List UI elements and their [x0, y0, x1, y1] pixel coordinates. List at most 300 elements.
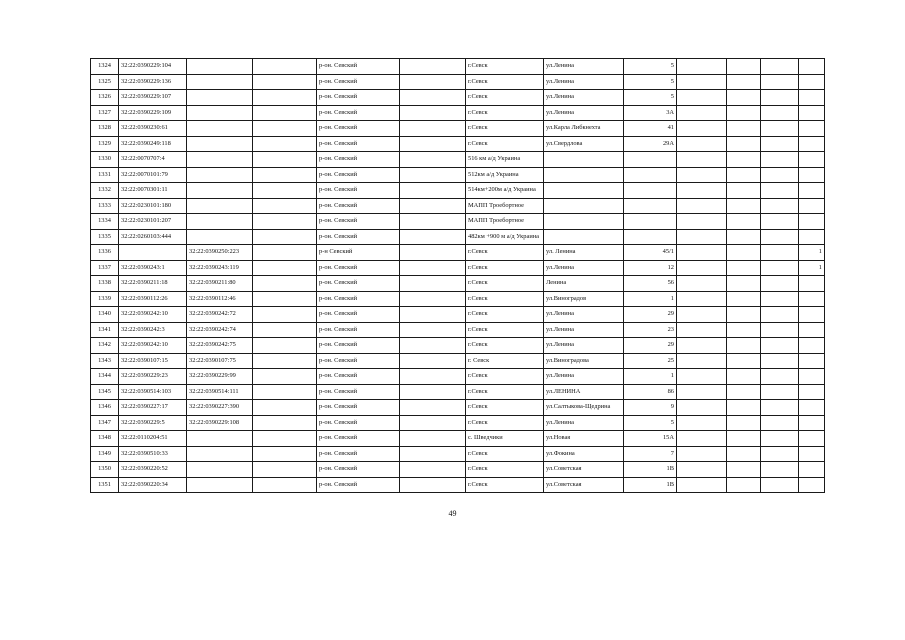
cell-col-13: 1	[799, 245, 825, 261]
cell-street: ул.Салтыкова-Щедрина	[544, 400, 624, 416]
cell-new-cadastral-number: 32:22:0390227:390	[187, 400, 253, 416]
cell-street	[544, 152, 624, 168]
cell-locality: г.Севск	[466, 369, 544, 385]
cell-new-cadastral-number	[187, 59, 253, 75]
cell-street: ул.Фокина	[544, 446, 624, 462]
table-row	[91, 384, 825, 400]
cell-col-12	[761, 198, 799, 214]
cell-col-13	[799, 136, 825, 152]
cell-locality: г.Севск	[466, 462, 544, 478]
table-row	[91, 338, 825, 354]
cell-street	[544, 183, 624, 199]
cell-col-4	[253, 307, 317, 323]
cell-col-4	[253, 74, 317, 90]
cell-house-number	[624, 167, 677, 183]
cell-col-4	[253, 276, 317, 292]
cell-row-number: 1341	[91, 322, 119, 338]
cell-house-number: 5	[624, 415, 677, 431]
cell-district: р-он. Севский	[317, 338, 400, 354]
cell-street: ул. Ленина	[544, 245, 624, 261]
cell-new-cadastral-number	[187, 214, 253, 230]
cell-cadastral-number: 32:22:0390227:17	[119, 400, 187, 416]
cell-cadastral-number: 32:22:0110204:51	[119, 431, 187, 447]
cell-row-number: 1343	[91, 353, 119, 369]
cell-col-12	[761, 307, 799, 323]
cell-row-number: 1337	[91, 260, 119, 276]
cell-street	[544, 229, 624, 245]
cell-cadastral-number: 32:22:0070301:11	[119, 183, 187, 199]
cell-street: ул.Ленина	[544, 105, 624, 121]
cell-col-6	[400, 369, 466, 385]
cell-row-number: 1348	[91, 431, 119, 447]
cell-district: р-он. Севский	[317, 431, 400, 447]
cell-row-number: 1324	[91, 59, 119, 75]
cell-col-13	[799, 167, 825, 183]
cell-col-6	[400, 245, 466, 261]
cell-col-10	[677, 307, 727, 323]
cell-col-13	[799, 338, 825, 354]
cell-locality: 514км+200м а/д Украина	[466, 183, 544, 199]
cell-col-12	[761, 260, 799, 276]
cell-col-12	[761, 415, 799, 431]
cell-street: ул.Ленина	[544, 415, 624, 431]
cell-col-4	[253, 183, 317, 199]
cell-col-13	[799, 198, 825, 214]
cell-col-4	[253, 90, 317, 106]
cell-col-10	[677, 353, 727, 369]
cell-house-number	[624, 183, 677, 199]
cell-house-number: 1В	[624, 477, 677, 493]
cell-house-number: 56	[624, 276, 677, 292]
cell-col-13	[799, 121, 825, 137]
cell-street: ул.Карла Либкнехта	[544, 121, 624, 137]
cell-col-13	[799, 276, 825, 292]
table-row	[91, 136, 825, 152]
cell-new-cadastral-number	[187, 183, 253, 199]
cell-new-cadastral-number	[187, 121, 253, 137]
cell-cadastral-number: 32:22:0390211:18	[119, 276, 187, 292]
cell-col-12	[761, 229, 799, 245]
cell-district: р-он. Севский	[317, 59, 400, 75]
cell-new-cadastral-number	[187, 198, 253, 214]
cell-district: р-он. Севский	[317, 183, 400, 199]
cell-col-13	[799, 353, 825, 369]
cell-col-13	[799, 152, 825, 168]
cell-cadastral-number: 32:22:0390229:104	[119, 59, 187, 75]
cell-col-11	[727, 214, 761, 230]
cell-cadastral-number: 32:22:0390229:109	[119, 105, 187, 121]
cell-new-cadastral-number: 32:22:0390211:80	[187, 276, 253, 292]
cell-row-number: 1330	[91, 152, 119, 168]
table-row	[91, 353, 825, 369]
cell-col-6	[400, 400, 466, 416]
cell-new-cadastral-number: 32:22:0390242:74	[187, 322, 253, 338]
cell-row-number: 1329	[91, 136, 119, 152]
cell-locality: г.Севск	[466, 74, 544, 90]
cell-street: ул.Ленина	[544, 260, 624, 276]
cell-col-13	[799, 446, 825, 462]
cell-locality: г.Севск	[466, 90, 544, 106]
cell-col-10	[677, 462, 727, 478]
cell-district: р-он. Севский	[317, 322, 400, 338]
cell-col-12	[761, 74, 799, 90]
cell-col-10	[677, 121, 727, 137]
cell-street: ул.Ленина	[544, 90, 624, 106]
cell-col-6	[400, 415, 466, 431]
cell-col-11	[727, 322, 761, 338]
cell-house-number: 5	[624, 59, 677, 75]
cell-district: р-он. Севский	[317, 415, 400, 431]
cell-col-13	[799, 59, 825, 75]
cell-col-13	[799, 431, 825, 447]
cell-row-number: 1351	[91, 477, 119, 493]
cell-col-13	[799, 229, 825, 245]
cell-locality: 512км а/д Украина	[466, 167, 544, 183]
cell-col-11	[727, 229, 761, 245]
cell-col-10	[677, 59, 727, 75]
table-row	[91, 229, 825, 245]
table-row	[91, 431, 825, 447]
table-row	[91, 214, 825, 230]
cell-row-number: 1349	[91, 446, 119, 462]
cell-house-number: 3А	[624, 105, 677, 121]
cell-new-cadastral-number	[187, 477, 253, 493]
cell-row-number: 1344	[91, 369, 119, 385]
cell-locality: г.Севск	[466, 384, 544, 400]
cell-house-number: 29А	[624, 136, 677, 152]
page-number: 49	[448, 509, 457, 518]
cell-locality: с. Шведчики	[466, 431, 544, 447]
cell-col-11	[727, 307, 761, 323]
cell-row-number: 1325	[91, 74, 119, 90]
cell-col-11	[727, 338, 761, 354]
cell-locality: г.Севск	[466, 59, 544, 75]
cell-col-4	[253, 446, 317, 462]
cell-row-number: 1339	[91, 291, 119, 307]
cell-district: р-он. Севский	[317, 74, 400, 90]
cell-new-cadastral-number	[187, 152, 253, 168]
cell-house-number: 29	[624, 338, 677, 354]
cell-cadastral-number: 32:22:0390243:1	[119, 260, 187, 276]
cell-col-10	[677, 446, 727, 462]
cell-col-4	[253, 400, 317, 416]
cell-district: р-он. Севский	[317, 260, 400, 276]
cell-street: ул.Ленина	[544, 307, 624, 323]
cell-row-number: 1328	[91, 121, 119, 137]
cell-house-number: 7	[624, 446, 677, 462]
cell-street: ул.Советская	[544, 462, 624, 478]
cell-col-11	[727, 369, 761, 385]
cell-col-11	[727, 136, 761, 152]
table-row	[91, 152, 825, 168]
cell-house-number	[624, 214, 677, 230]
cell-col-6	[400, 214, 466, 230]
cell-locality: г.Севск	[466, 415, 544, 431]
cell-house-number: 9	[624, 400, 677, 416]
cell-col-6	[400, 105, 466, 121]
cell-col-11	[727, 400, 761, 416]
cell-cadastral-number: 32:22:0390107:15	[119, 353, 187, 369]
cell-house-number: 5	[624, 74, 677, 90]
cell-locality: г.Севск	[466, 260, 544, 276]
cell-row-number: 1338	[91, 276, 119, 292]
cell-locality: 516 км а/д Украина	[466, 152, 544, 168]
cell-locality: МАПП Троебортное	[466, 214, 544, 230]
cell-house-number: 5	[624, 90, 677, 106]
cell-district: р-н Севский	[317, 245, 400, 261]
cell-cadastral-number: 32:22:0390514:103	[119, 384, 187, 400]
cell-district: р-он. Севский	[317, 307, 400, 323]
cell-col-4	[253, 167, 317, 183]
cell-cadastral-number: 32:22:0390229:107	[119, 90, 187, 106]
cell-col-4	[253, 415, 317, 431]
cell-house-number	[624, 229, 677, 245]
cell-col-11	[727, 384, 761, 400]
cell-house-number: 25	[624, 353, 677, 369]
cell-cadastral-number: 32:22:0260103:444	[119, 229, 187, 245]
cell-new-cadastral-number: 32:22:0390243:119	[187, 260, 253, 276]
cell-street: ул.Ленина	[544, 369, 624, 385]
cell-new-cadastral-number	[187, 167, 253, 183]
cell-row-number: 1332	[91, 183, 119, 199]
cell-locality: г.Севск	[466, 121, 544, 137]
cell-street: ул.Ленина	[544, 74, 624, 90]
cell-col-6	[400, 307, 466, 323]
cell-col-11	[727, 276, 761, 292]
cell-col-13	[799, 307, 825, 323]
cell-street: ул.Ленина	[544, 59, 624, 75]
cell-locality: г.Севск	[466, 136, 544, 152]
registry-table	[90, 58, 825, 493]
cell-district: р-он. Севский	[317, 167, 400, 183]
cell-street	[544, 198, 624, 214]
cell-col-12	[761, 167, 799, 183]
cell-new-cadastral-number	[187, 105, 253, 121]
cell-new-cadastral-number: 32:22:0390242:75	[187, 338, 253, 354]
cell-col-11	[727, 353, 761, 369]
table-row	[91, 260, 825, 276]
cell-new-cadastral-number	[187, 431, 253, 447]
cell-col-13	[799, 462, 825, 478]
cell-district: р-он. Севский	[317, 105, 400, 121]
cell-district: р-он. Севский	[317, 384, 400, 400]
cell-col-4	[253, 431, 317, 447]
cell-district: р-он. Севский	[317, 400, 400, 416]
table-row	[91, 59, 825, 75]
cell-row-number: 1345	[91, 384, 119, 400]
cell-col-6	[400, 136, 466, 152]
cell-locality: г.Севск	[466, 477, 544, 493]
cell-district: р-он. Севский	[317, 353, 400, 369]
table-row	[91, 90, 825, 106]
cell-col-10	[677, 415, 727, 431]
cell-row-number: 1347	[91, 415, 119, 431]
cell-new-cadastral-number: 32:22:0390107:75	[187, 353, 253, 369]
cell-row-number: 1333	[91, 198, 119, 214]
cell-col-13	[799, 105, 825, 121]
cell-street: ул.Ленина	[544, 322, 624, 338]
cell-cadastral-number: 32:22:0390242:10	[119, 338, 187, 354]
cell-col-13	[799, 415, 825, 431]
cell-street: ул.Виноградов	[544, 291, 624, 307]
cell-col-4	[253, 152, 317, 168]
cell-new-cadastral-number	[187, 229, 253, 245]
cell-col-12	[761, 59, 799, 75]
cell-col-10	[677, 245, 727, 261]
cell-col-6	[400, 322, 466, 338]
cell-new-cadastral-number	[187, 74, 253, 90]
cell-col-12	[761, 462, 799, 478]
cell-col-13	[799, 291, 825, 307]
cell-col-6	[400, 446, 466, 462]
cell-col-12	[761, 431, 799, 447]
cell-col-11	[727, 167, 761, 183]
cell-row-number: 1326	[91, 90, 119, 106]
cell-col-6	[400, 59, 466, 75]
cell-col-12	[761, 369, 799, 385]
cell-col-13	[799, 400, 825, 416]
cell-col-11	[727, 245, 761, 261]
cell-new-cadastral-number: 32:22:0390229:99	[187, 369, 253, 385]
cell-col-12	[761, 338, 799, 354]
registry-table-body	[91, 59, 825, 493]
cell-locality: г.Севск	[466, 291, 544, 307]
cell-locality: г.Севск	[466, 322, 544, 338]
cell-house-number: 45/1	[624, 245, 677, 261]
table-row	[91, 121, 825, 137]
cell-district: р-он. Севский	[317, 214, 400, 230]
cell-col-13	[799, 477, 825, 493]
cell-row-number: 1350	[91, 462, 119, 478]
cell-cadastral-number	[119, 245, 187, 261]
cell-col-12	[761, 90, 799, 106]
table-row	[91, 245, 825, 261]
cell-new-cadastral-number	[187, 136, 253, 152]
cell-col-4	[253, 260, 317, 276]
cell-col-6	[400, 462, 466, 478]
cell-district: р-он. Севский	[317, 198, 400, 214]
cell-house-number: 1	[624, 291, 677, 307]
cell-col-4	[253, 462, 317, 478]
cell-col-11	[727, 74, 761, 90]
cell-district: р-он. Севский	[317, 276, 400, 292]
cell-col-11	[727, 260, 761, 276]
cell-locality: г.Севск	[466, 105, 544, 121]
cell-col-4	[253, 245, 317, 261]
cell-locality: г. Севск	[466, 353, 544, 369]
cell-col-6	[400, 198, 466, 214]
cell-district: р-он. Севский	[317, 291, 400, 307]
cell-col-11	[727, 105, 761, 121]
cell-house-number: 29	[624, 307, 677, 323]
cell-locality: г.Севск	[466, 245, 544, 261]
cell-col-10	[677, 477, 727, 493]
cell-cadastral-number: 32:22:0230101:207	[119, 214, 187, 230]
cell-cadastral-number: 32:22:0390220:34	[119, 477, 187, 493]
cell-col-10	[677, 105, 727, 121]
cell-district: р-он. Севский	[317, 446, 400, 462]
cell-col-11	[727, 462, 761, 478]
cell-col-10	[677, 431, 727, 447]
cell-street: ул.Свердлова	[544, 136, 624, 152]
cell-house-number: 1	[624, 369, 677, 385]
cell-col-4	[253, 353, 317, 369]
cell-col-11	[727, 121, 761, 137]
cell-col-10	[677, 90, 727, 106]
cell-locality: 482км +900 м а/д Украина	[466, 229, 544, 245]
cell-cadastral-number: 32:22:0390242:10	[119, 307, 187, 323]
table-row	[91, 415, 825, 431]
cell-col-4	[253, 121, 317, 137]
cell-new-cadastral-number: 32:22:0390250:223	[187, 245, 253, 261]
cell-col-12	[761, 446, 799, 462]
cell-new-cadastral-number: 32:22:0390229:108	[187, 415, 253, 431]
cell-house-number: 1В	[624, 462, 677, 478]
cell-cadastral-number: 32:22:0070707:4	[119, 152, 187, 168]
cell-district: р-он. Севский	[317, 136, 400, 152]
cell-locality: г.Севск	[466, 338, 544, 354]
cell-col-13	[799, 74, 825, 90]
cell-col-6	[400, 152, 466, 168]
cell-district: р-он. Севский	[317, 369, 400, 385]
cell-col-10	[677, 167, 727, 183]
cell-row-number: 1335	[91, 229, 119, 245]
cell-col-10	[677, 400, 727, 416]
cell-col-6	[400, 183, 466, 199]
cell-col-10	[677, 338, 727, 354]
cell-col-10	[677, 214, 727, 230]
table-row	[91, 446, 825, 462]
cell-col-12	[761, 152, 799, 168]
cell-col-11	[727, 446, 761, 462]
cell-cadastral-number: 32:22:0390230:61	[119, 121, 187, 137]
table-row	[91, 105, 825, 121]
cell-col-6	[400, 121, 466, 137]
cell-locality: г.Севск	[466, 307, 544, 323]
cell-cadastral-number: 32:22:0390220:52	[119, 462, 187, 478]
cell-col-6	[400, 229, 466, 245]
cell-col-11	[727, 152, 761, 168]
table-row	[91, 291, 825, 307]
table-row	[91, 183, 825, 199]
cell-cadastral-number: 32:22:0390510:33	[119, 446, 187, 462]
cell-col-12	[761, 322, 799, 338]
cell-col-10	[677, 369, 727, 385]
cell-col-11	[727, 477, 761, 493]
cell-street: ул.ЛЕНИНА	[544, 384, 624, 400]
cell-col-11	[727, 291, 761, 307]
cell-col-10	[677, 291, 727, 307]
cell-district: р-он. Севский	[317, 90, 400, 106]
cell-col-11	[727, 198, 761, 214]
cell-col-4	[253, 291, 317, 307]
cell-col-10	[677, 384, 727, 400]
cell-district: р-он. Севский	[317, 477, 400, 493]
table-row	[91, 322, 825, 338]
cell-district: р-он. Севский	[317, 229, 400, 245]
cell-locality: г.Севск	[466, 276, 544, 292]
cell-col-4	[253, 477, 317, 493]
table-row	[91, 477, 825, 493]
document-sheet	[90, 58, 825, 493]
cell-col-12	[761, 245, 799, 261]
cell-district: р-он. Севский	[317, 462, 400, 478]
cell-house-number	[624, 152, 677, 168]
cell-district: р-он. Севский	[317, 152, 400, 168]
cell-col-13: 1	[799, 260, 825, 276]
cell-col-4	[253, 322, 317, 338]
table-row	[91, 74, 825, 90]
